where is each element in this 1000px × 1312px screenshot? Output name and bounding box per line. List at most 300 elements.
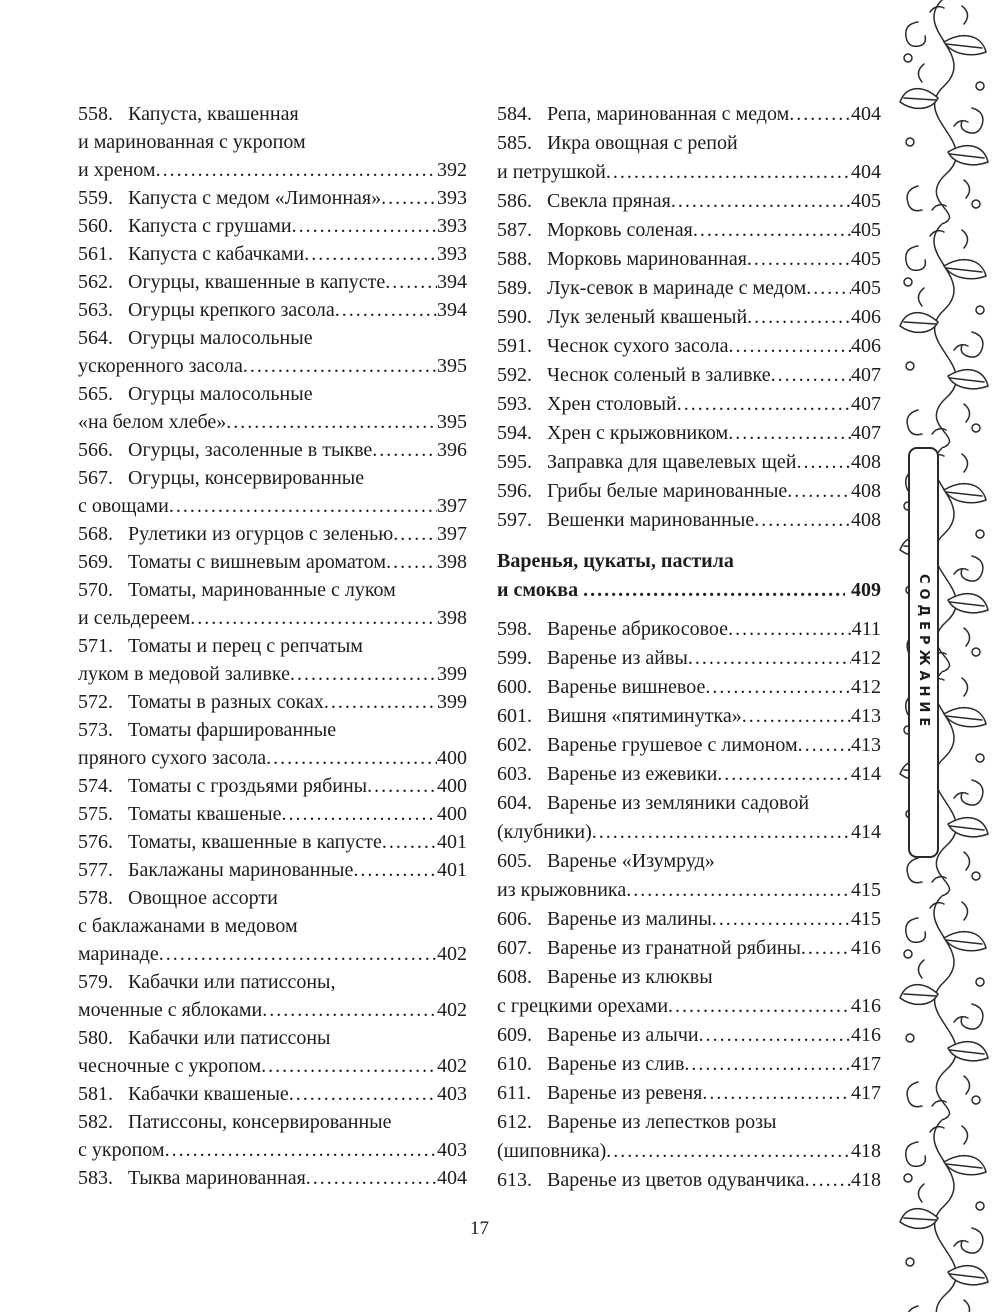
toc-line [78,268,467,296]
entry-number: 581. [78,1083,113,1105]
toc-line [78,660,467,688]
dot-leader [798,731,851,760]
toc-line [78,1024,467,1052]
entry-number: 572. [78,691,113,713]
dot-leader [699,1021,851,1050]
entry-title: Огурцы малосольные [128,327,313,349]
toc-entry [497,216,881,245]
entry-title: Чеснок сухого засола [547,335,729,357]
dot-leader [304,240,437,268]
entry-title: Вишня «пятиминутка» [547,705,742,727]
entry-number: 569. [78,551,113,573]
toc-entry [497,847,881,905]
toc-line [497,274,881,303]
toc-entry [78,184,467,212]
entry-number: 609. [497,1024,532,1046]
toc-entry [78,772,467,800]
page-number: 17 [470,1218,489,1239]
toc-entry [78,1108,467,1164]
dot-leader [805,1166,851,1195]
toc-entry [497,1108,881,1166]
entry-number: 605. [497,850,532,872]
entry-page-number: 405 [851,190,881,212]
toc-entry [497,303,881,332]
dot-leader [728,615,852,644]
dot-leader [712,905,851,934]
toc-line [497,1050,881,1079]
floral-border [884,0,1000,1312]
toc-entry [78,296,467,324]
toc-entry [497,1079,881,1108]
entry-title: Патиссоны, консервированные [128,1111,392,1133]
toc-entry [78,884,467,968]
toc-line [497,1137,881,1166]
toc-entry [497,963,881,1021]
dot-leader [789,100,851,129]
dot-leader [262,996,437,1024]
entry-title: Варенья, цукаты, пастила [497,550,734,572]
entry-number: 579. [78,971,113,993]
floral-border-art [884,0,1000,1312]
toc-line [78,716,467,744]
dot-leader [165,1136,437,1164]
entry-title: Томаты и перец с репчатым [128,635,363,657]
contents-tab-label: СОДЕРЖАНИЕ [916,573,931,732]
entry-page-number: 408 [851,509,881,531]
dot-leader [281,800,437,828]
entry-title: Заправка для щавелевых щей [547,451,797,473]
entry-number: 561. [78,243,113,265]
entry-title: Кабачки или патиссоны [128,1027,331,1049]
entry-title: Варенье из клюквы [547,966,713,988]
entry-page-number: 398 [437,607,467,629]
entry-page-number: 397 [437,523,467,545]
entry-title: и смоква [497,579,579,601]
toc-entry [497,934,881,963]
entry-title: маринаде [78,943,159,965]
toc-line [78,408,467,436]
toc-entry [78,268,467,296]
entry-title: луком в медовой заливке [78,663,291,685]
entry-title: Томаты фаршированные [128,719,337,741]
entry-title: Варенье из гранатной рябины [547,937,801,959]
toc-line [78,1136,467,1164]
dot-leader [335,296,437,324]
entry-number: 567. [78,467,113,489]
entry-number: 610. [497,1053,532,1075]
toc-line [78,744,467,772]
entry-number: 562. [78,271,113,293]
toc-line [78,464,467,492]
entry-title: Варенье вишневое [547,676,706,698]
entry-title: Лук зеленый квашеный [547,306,748,328]
entry-number: 601. [497,705,532,727]
dot-leader [243,352,437,380]
entry-page-number: 412 [851,676,881,698]
toc-entry [497,615,881,644]
entry-page-number: 416 [851,1024,881,1046]
entry-number: 578. [78,887,113,909]
entry-number: 600. [497,676,532,698]
dot-leader [742,702,851,731]
toc-line [497,963,881,992]
entry-title: Икра овощная с репой [547,132,738,154]
toc-line [497,934,881,963]
toc-line [497,129,881,158]
entry-number: 612. [497,1111,532,1133]
toc-line [497,673,881,702]
entry-title: Морковь маринованная [547,248,747,270]
entry-number: 606. [497,908,532,930]
dot-leader [787,477,851,506]
entry-number: 592. [497,364,532,386]
entry-page-number: 395 [437,411,467,433]
entry-page-number: 401 [437,859,467,881]
toc-entry [497,245,881,274]
toc-line [78,632,467,660]
toc-line [78,128,467,156]
dot-leader [324,688,437,716]
toc-line [497,1079,881,1108]
toc-line [78,800,467,828]
entry-title: Кабачки или патиссоны, [128,971,336,993]
toc-entry [497,419,881,448]
entry-number: 570. [78,579,113,601]
toc-line [78,1052,467,1080]
toc-line [497,818,881,847]
toc-line [78,1080,467,1108]
dot-leader [693,216,851,245]
dot-leader [306,1164,437,1192]
toc-line [78,884,467,912]
entry-number: 558. [78,103,113,125]
dot-leader [156,156,437,184]
entry-page-number: 400 [437,775,467,797]
entry-title: (клубники) [497,821,592,843]
entry-page-number: 414 [851,821,881,843]
toc-entry [78,240,467,268]
entry-page-number: 405 [851,277,881,299]
entry-number: 589. [497,277,532,299]
entry-number: 582. [78,1111,113,1133]
entry-title: Томаты в разных соках [128,691,324,713]
dot-leader [671,187,851,216]
entry-page-number: 404 [851,161,881,183]
toc-line [78,100,467,128]
toc-entry [497,673,881,702]
toc-line [497,847,881,876]
entry-page-number: 400 [437,803,467,825]
entry-title: из крыжовника [497,879,627,901]
toc-entry [78,380,467,436]
entry-title: Варенье грушевое с лимоном [547,734,798,756]
entry-page-number: 402 [437,1055,467,1077]
entry-title: Варенье из лепестков розы [547,1111,777,1133]
dot-leader [717,760,851,789]
entry-page-number: 407 [851,364,881,386]
entry-number: 590. [497,306,532,328]
toc-line [497,216,881,245]
toc-entry [497,100,881,129]
entry-page-number: 403 [437,1083,467,1105]
dot-leader [592,818,851,847]
dot-leader [688,644,851,673]
dot-leader [677,390,851,419]
toc-line [78,940,467,968]
toc-line [78,184,467,212]
toc-line [497,905,881,934]
dot-leader [754,506,851,535]
entry-number: 602. [497,734,532,756]
entry-title: Томаты с гроздьями рябины [128,775,368,797]
dot-leader [292,212,437,240]
dot-leader [372,436,437,464]
entry-number: 593. [497,393,532,415]
entry-number: 575. [78,803,113,825]
toc-entry [497,702,881,731]
toc-entry [78,520,467,548]
toc-entry [497,506,881,535]
entry-number: 565. [78,383,113,405]
entry-page-number: 403 [437,1139,467,1161]
entry-number: 596. [497,480,532,502]
toc-line [78,520,467,548]
toc-line [78,604,467,632]
entry-title: Варенье из ревеня [547,1082,703,1104]
entry-title: Капуста, квашенная [128,103,299,125]
toc-entry [78,716,467,772]
dot-leader [705,673,851,702]
entry-page-number: 393 [437,187,467,209]
dot-leader [393,520,437,548]
entry-page-number: 415 [851,908,881,930]
toc-section-heading [497,547,881,605]
entry-page-number: 396 [437,439,467,461]
entry-title: пряного сухого засола [78,747,267,769]
toc-entry [497,390,881,419]
toc-line [497,760,881,789]
toc-line [497,419,881,448]
toc-entry [78,856,467,884]
entry-page-number: 413 [851,734,881,756]
entry-number: 607. [497,937,532,959]
toc-entry [497,361,881,390]
entry-title: моченные с яблоками [78,999,263,1021]
dot-leader [747,245,851,274]
entry-number: 608. [497,966,532,988]
toc-line [497,158,881,187]
dot-leader [382,828,437,856]
entry-page-number: 412 [851,647,881,669]
toc-entry [497,1166,881,1195]
entry-title: Томаты квашеные [128,803,282,825]
toc-entry [78,968,467,1024]
toc-column-right [497,100,881,1195]
entry-title: и маринованная с укропом [78,131,306,153]
entry-page-number: 404 [437,1167,467,1189]
toc-line [78,212,467,240]
entry-page-number: 392 [437,159,467,181]
toc-line [497,547,881,576]
entry-number: 559. [78,187,113,209]
toc-entry [78,548,467,576]
toc-line [78,548,467,576]
toc-line [497,303,881,332]
toc-line [78,436,467,464]
toc-entry [78,1024,467,1080]
entry-page-number: 401 [437,831,467,853]
entry-title: Варенье из слив [547,1053,685,1075]
toc-entry [497,644,881,673]
toc-entry [78,800,467,828]
toc-line [497,245,881,274]
entry-number: 603. [497,763,532,785]
entry-title: Овощное ассорти [128,887,278,909]
entry-page-number: 417 [851,1053,881,1075]
toc-line [78,492,467,520]
dot-leader [367,772,437,800]
toc-entry [497,332,881,361]
toc-entry [78,324,467,380]
entry-title: Лук-севок в маринаде с медом [547,277,807,299]
toc-entry [497,187,881,216]
toc-entry [497,448,881,477]
entry-number: 587. [497,219,532,241]
dot-leader [728,332,851,361]
entry-page-number: 397 [437,495,467,517]
entry-title: Варенье из ежевики [547,763,718,785]
entry-number: 577. [78,859,113,881]
toc-line [78,380,467,408]
toc-entry [78,436,467,464]
entry-title: Варенье из земляники садовой [547,792,810,814]
entry-title: Чеснок соленый в заливке [547,364,771,386]
entry-title: Капуста с кабачками [128,243,305,265]
toc-entry [497,129,881,187]
toc-entry [78,632,467,688]
dot-leader [606,158,851,187]
dot-leader [353,856,437,884]
toc-line [78,156,467,184]
toc-entry [78,828,467,856]
entry-page-number: 405 [851,219,881,241]
toc-line [497,1108,881,1137]
entry-page-number: 408 [851,451,881,473]
toc-line [78,772,467,800]
toc-entry [78,1164,467,1192]
entry-page-number: 414 [851,763,881,785]
dot-leader [626,876,851,905]
entry-page-number: 409 [851,579,881,601]
entry-title: «на белом хлебе» [78,411,227,433]
toc-line [497,876,881,905]
dot-leader [159,940,437,968]
toc-line [497,731,881,760]
dot-leader [806,274,851,303]
entry-title: Морковь соленая [547,219,693,241]
entry-page-number: 400 [437,747,467,769]
toc-line [78,912,467,940]
entry-title: Огурцы, засоленные в тыкве [128,439,373,461]
entry-page-number: 418 [851,1169,881,1191]
entry-title: чесночные с укропом [78,1055,262,1077]
entry-title: Варенье из айвы [547,647,688,669]
entry-number: 599. [497,647,532,669]
entry-number: 595. [497,451,532,473]
dot-leader [583,576,845,605]
entry-page-number: 404 [851,103,881,125]
dot-leader [797,448,851,477]
toc-entry [497,477,881,506]
toc-line [78,828,467,856]
entry-title: Вешенки маринованные [547,509,755,531]
entry-page-number: 395 [437,355,467,377]
entry-page-number: 394 [437,271,467,293]
entry-page-number: 407 [851,393,881,415]
entry-number: 560. [78,215,113,237]
contents-tab [908,447,939,858]
entry-page-number: 399 [437,663,467,685]
entry-number: 571. [78,635,113,657]
entry-number: 586. [497,190,532,212]
dot-leader [801,934,851,963]
toc-line [497,644,881,673]
entry-title: с укропом [78,1139,165,1161]
entry-title: Огурцы крепкого засола [128,299,335,321]
entry-number: 598. [497,618,532,640]
entry-title: Хрен с крыжовником [547,422,729,444]
toc-line [78,240,467,268]
entry-number: 591. [497,335,532,357]
toc-entry [78,688,467,716]
toc-line [497,1166,881,1195]
toc-line [78,688,467,716]
toc-line [497,789,881,818]
dot-leader [747,303,851,332]
toc-entry [78,576,467,632]
toc-line [78,324,467,352]
toc-entry [78,464,467,520]
dot-leader [381,184,437,212]
entry-title: с грецкими орехами [497,995,669,1017]
entry-title: и петрушкой [497,161,606,183]
toc-entry [497,760,881,789]
dot-leader [226,408,437,436]
entry-page-number: 393 [437,243,467,265]
entry-number: 574. [78,775,113,797]
toc-line [497,361,881,390]
toc-line [497,100,881,129]
toc-line [497,448,881,477]
toc-line [497,506,881,535]
entry-number: 576. [78,831,113,853]
entry-title: Варенье «Изумруд» [547,850,715,872]
toc-entry [497,789,881,847]
entry-page-number: 416 [851,937,881,959]
entry-page-number: 399 [437,691,467,713]
entry-title: Томаты с вишневым ароматом [128,551,387,573]
toc-line [497,187,881,216]
entry-title: Кабачки квашеные [128,1083,289,1105]
entry-title: Огурцы малосольные [128,383,313,405]
toc-line [78,1164,467,1192]
entry-title: Варенье абрикосовое [547,618,729,640]
entry-title: Капуста с медом «Лимонная» [128,187,382,209]
entry-number: 563. [78,299,113,321]
toc-entry [78,1080,467,1108]
dot-leader [702,1079,851,1108]
dot-leader [261,1052,437,1080]
